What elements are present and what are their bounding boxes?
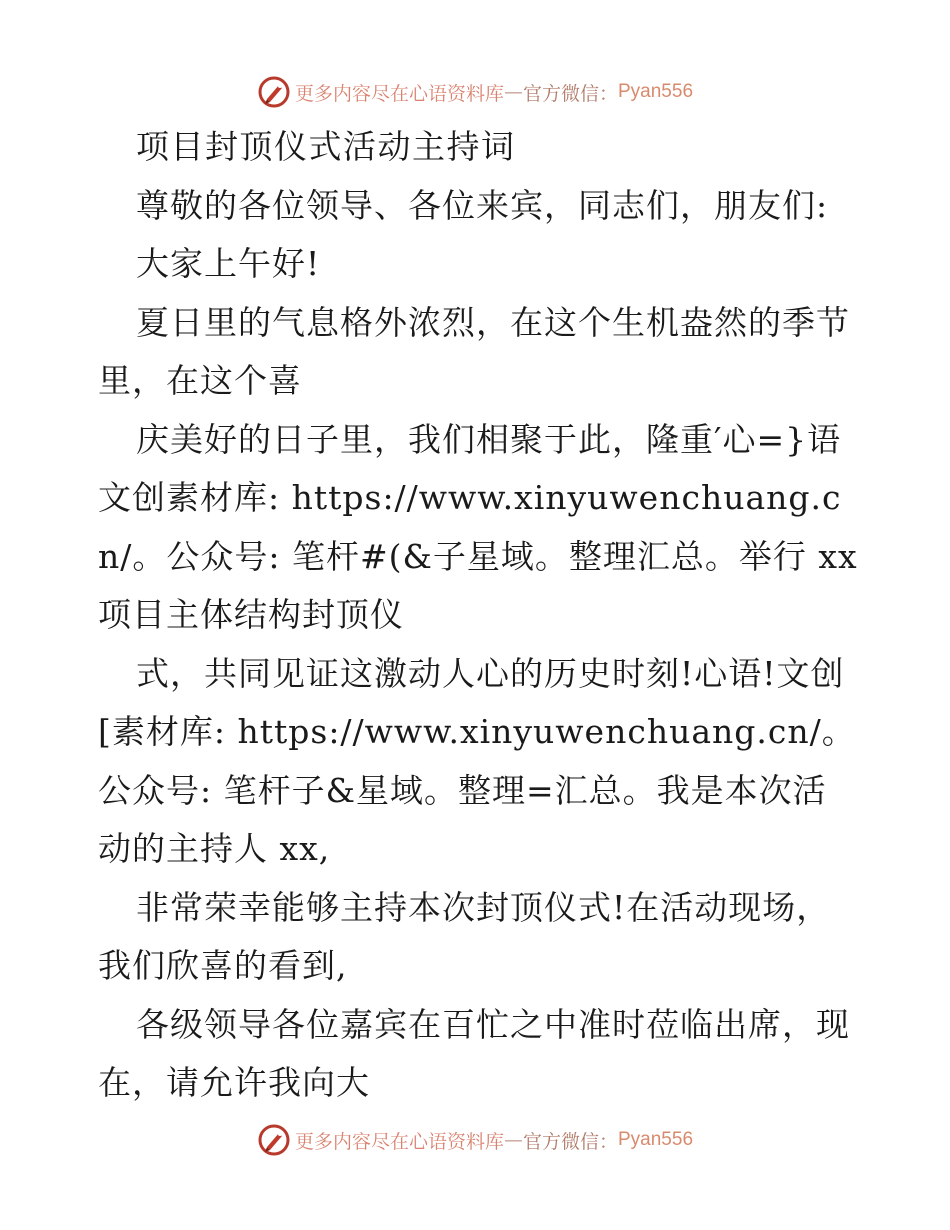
footer-banner xyxy=(0,1120,950,1160)
pen-seal-logo-icon xyxy=(257,1123,291,1157)
banner-main-text: 更多内容尽在心语资料库 xyxy=(294,1130,504,1153)
banner-sub-text: 官方微信： xyxy=(522,82,618,105)
paragraph: 尊敬的各位领导、各位来宾，同志们，朋友们: xyxy=(136,185,829,225)
paragraph: 式，共同见证这激动人心的历史时刻!心语!文创[素材库: https://www.xinyuwenchuang.cn/。公众号: 笔杆子&星域。整理=汇总。我是本次活动的主持人 xx, xyxy=(98,653,856,868)
header-banner xyxy=(0,72,950,112)
paragraph: 大家上午好! xyxy=(136,244,321,283)
paragraph: 各级领导各位嘉宾在百忙之中准时莅临出席，现在，请允许我向大 xyxy=(98,1004,850,1102)
paragraph: 庆美好的日子里，我们相聚于此，隆重′心=}语文创素材库: https://www.xinyuwenchuang.cn/。公众号: 笔杆#(&子星域。整理汇总。举行 xx 项目主体结构封顶仪 xyxy=(98,419,858,634)
paragraph: 非常荣幸能够主持本次封顶仪式!在活动现场，我们欣喜的看到, xyxy=(98,887,831,985)
banner-main-text: 更多内容尽在心语资料库 xyxy=(294,82,504,105)
banner-wechat-id: Pyan556 xyxy=(618,1129,694,1150)
banner-wechat-id: Pyan556 xyxy=(618,81,694,102)
pen-seal-logo-icon xyxy=(257,75,291,109)
banner-dash: — xyxy=(503,1129,523,1151)
document-body xyxy=(98,118,858,1113)
banner-sub-text: 官方微信： xyxy=(522,1130,618,1153)
banner-dash: — xyxy=(503,81,523,103)
paragraph: 夏日里的气息格外浓烈，在这个生机盎然的季节里，在这个喜 xyxy=(98,302,850,400)
document-title: 项目封顶仪式活动主持词 xyxy=(136,127,516,166)
